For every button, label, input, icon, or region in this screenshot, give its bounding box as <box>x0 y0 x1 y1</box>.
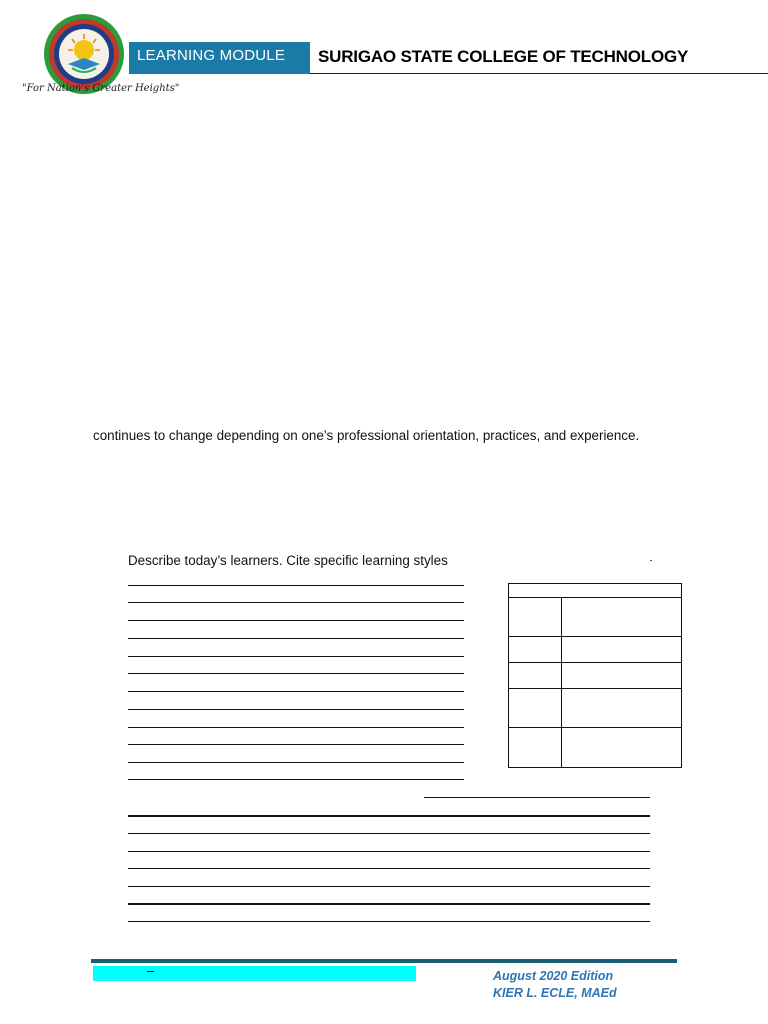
answer-line[interactable] <box>128 691 464 692</box>
answer-line[interactable] <box>128 638 464 639</box>
footer-dash: – <box>147 963 155 978</box>
answer-line[interactable] <box>128 656 464 657</box>
table-column-divider <box>561 597 562 767</box>
footer-divider <box>91 959 677 963</box>
table-row-divider <box>509 636 681 637</box>
stray-mark <box>650 560 652 561</box>
table-row-divider <box>509 688 681 689</box>
answer-line[interactable] <box>128 744 464 745</box>
paragraph-line: continues to change depending on one’s professional orientation, practices, and experience. <box>93 428 640 443</box>
answer-line[interactable] <box>128 868 650 869</box>
answer-line[interactable] <box>128 673 464 674</box>
activity-prompt: Describe today’s learners. Cite specific learning styles <box>128 553 448 568</box>
answer-line[interactable] <box>128 585 464 586</box>
learning-styles-table <box>508 583 682 768</box>
learning-module-badge: LEARNING MODULE <box>129 42 310 74</box>
table-row-divider <box>509 597 681 598</box>
college-motto: "For Nation's Greater Heights" <box>22 83 180 94</box>
answer-line[interactable] <box>128 620 464 621</box>
answer-line[interactable] <box>128 602 464 603</box>
answer-line[interactable] <box>128 709 464 710</box>
answer-line[interactable] <box>128 833 650 834</box>
table-row-divider <box>509 662 681 663</box>
answer-line[interactable] <box>128 851 650 852</box>
answer-line[interactable] <box>128 779 464 780</box>
answer-line[interactable] <box>128 921 650 922</box>
answer-line[interactable] <box>128 815 650 817</box>
answer-line[interactable] <box>128 886 650 887</box>
answer-line[interactable] <box>128 762 464 763</box>
header-divider <box>310 73 768 74</box>
footer-highlight-bar <box>93 966 416 981</box>
answer-line[interactable] <box>424 797 650 798</box>
answer-line[interactable] <box>128 727 464 728</box>
edition-label: August 2020 Edition <box>493 969 614 983</box>
author-label: KIER L. ECLE, MAEd <box>493 986 617 1000</box>
table-row-divider <box>509 727 681 728</box>
college-name-title: SURIGAO STATE COLLEGE OF TECHNOLOGY <box>318 47 689 66</box>
answer-line[interactable] <box>128 903 650 905</box>
